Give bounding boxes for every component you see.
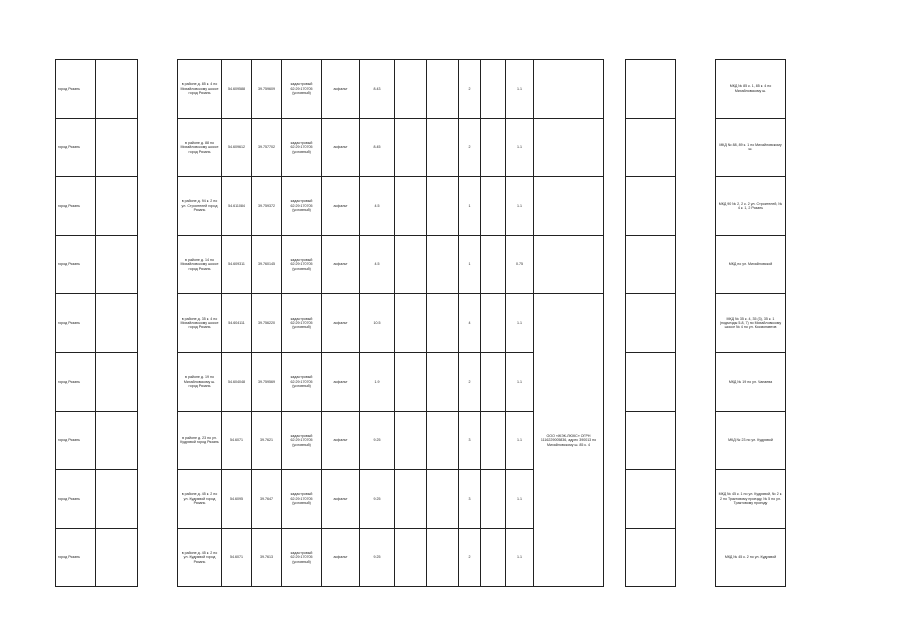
sources-cell: МКД № 35 к. 4, 35 (3), 35 к. 1 (подъезды 5-8, 7) по Михайловскому шоссе № 4 по ул. Космонавтов <box>716 294 786 353</box>
longitude-cell: 39.759372 <box>252 177 282 236</box>
empty-cell <box>626 470 676 529</box>
containers-cell: 3 <box>459 470 481 529</box>
volume-cell: 1.1 <box>506 528 534 587</box>
latitude-cell: 54.604111 <box>222 294 252 353</box>
gap-cell <box>604 118 626 177</box>
empty-cell <box>96 235 138 294</box>
containers-cell: 1 <box>459 235 481 294</box>
volume-cell: 1.1 <box>506 294 534 353</box>
empty-cell <box>427 352 459 411</box>
empty-cell <box>96 470 138 529</box>
site-cell: кадастровый 62:29:170705 (условный) <box>282 118 322 177</box>
area-cell: 9.25 <box>360 470 395 529</box>
gap-cell <box>676 60 716 119</box>
empty-cell <box>427 411 459 470</box>
empty-cell <box>96 528 138 587</box>
gap-cell <box>676 118 716 177</box>
gap-cell <box>138 352 178 411</box>
area-cell: 10.5 <box>360 294 395 353</box>
gap-cell <box>604 528 626 587</box>
owner-cell <box>534 235 604 294</box>
latitude-cell: 54.6071 <box>222 528 252 587</box>
surface-cell: асфальт <box>322 470 360 529</box>
city-cell: город Рязань <box>56 177 96 236</box>
longitude-cell: 39.759609 <box>252 60 282 119</box>
sources-cell: МКД 90 № 2, 2 к. 2 ул. Строителей, № 4 к. 1, 2 Рязань <box>716 177 786 236</box>
empty-cell <box>96 294 138 353</box>
city-cell: город Рязань <box>56 528 96 587</box>
containers-cell: 2 <box>459 352 481 411</box>
empty-cell <box>427 118 459 177</box>
empty-cell <box>481 528 506 587</box>
gap-cell <box>138 118 178 177</box>
empty-cell <box>395 352 427 411</box>
empty-cell <box>481 118 506 177</box>
empty-cell <box>96 60 138 119</box>
sources-cell: МКД № 19 по ул. Чапаева <box>716 352 786 411</box>
empty-cell <box>395 60 427 119</box>
longitude-cell: 39.7621 <box>252 411 282 470</box>
empty-cell <box>427 177 459 236</box>
sources-cell: МКД № 85 к. 1, 85 к. 4 по Михайловскому ш. <box>716 60 786 119</box>
address-cell: в районе д. 45 к. 2 по ул. Кудрявой город Рязань <box>178 528 222 587</box>
sources-cell: МКД № 88, 89 к. 1 по Михайловскому ш. <box>716 118 786 177</box>
latitude-cell: 54.6095 <box>222 470 252 529</box>
containers-cell: 1 <box>459 177 481 236</box>
surface-cell: асфальт <box>322 235 360 294</box>
address-cell: в районе д. 35 к. 4 по Михайловскому шоссе город Рязань <box>178 294 222 353</box>
owner-cell: ООО «ЖЭК-ЛЮКС» ОГРН 1116229005836, адрес 390013 по Михайловскому ш. 85 к. 4 <box>534 294 604 587</box>
empty-cell <box>481 470 506 529</box>
city-cell: город Рязань <box>56 235 96 294</box>
empty-cell <box>481 411 506 470</box>
address-cell: в районе д. 94 к. 2 по ул. Строителей город Рязань <box>178 177 222 236</box>
longitude-cell: 39.760145 <box>252 235 282 294</box>
surface-cell: асфальт <box>322 118 360 177</box>
city-cell: город Рязань <box>56 294 96 353</box>
gap-cell <box>676 528 716 587</box>
containers-cell: 2 <box>459 60 481 119</box>
area-cell: 4.5 <box>360 235 395 294</box>
area-cell: 4.5 <box>360 177 395 236</box>
volume-cell: 0.75 <box>506 235 534 294</box>
empty-cell <box>395 528 427 587</box>
latitude-cell: 54.609311 <box>222 235 252 294</box>
sources-cell: МКД № 45 к. 1 по ул. Кудрявой, № 2 к. 2 по Трактовому проезду, № 5 по ул. Трактовому проезду <box>716 470 786 529</box>
containers-cell: 2 <box>459 528 481 587</box>
empty-cell <box>626 118 676 177</box>
table-row <box>56 177 786 236</box>
owner-cell <box>534 118 604 177</box>
gap-cell <box>676 411 716 470</box>
sources-cell: МКД № 23 по ул. Кудрявой <box>716 411 786 470</box>
gap-cell <box>138 470 178 529</box>
gap-cell <box>676 294 716 353</box>
empty-cell <box>96 118 138 177</box>
longitude-cell: 39.756220 <box>252 294 282 353</box>
empty-cell <box>427 235 459 294</box>
table-row <box>56 235 786 294</box>
empty-cell <box>427 470 459 529</box>
gap-cell <box>138 60 178 119</box>
volume-cell: 1.1 <box>506 177 534 236</box>
empty-cell <box>626 352 676 411</box>
containers-cell: 2 <box>459 118 481 177</box>
sources-cell: МКД по ул. Михайловской <box>716 235 786 294</box>
site-cell: кадастровый 62:29:170705 (условный) <box>282 177 322 236</box>
volume-cell: 1.1 <box>506 411 534 470</box>
gap-cell <box>604 352 626 411</box>
surface-cell: асфальт <box>322 528 360 587</box>
surface-cell: асфальт <box>322 352 360 411</box>
longitude-cell: 39.757702 <box>252 118 282 177</box>
empty-cell <box>481 235 506 294</box>
surface-cell: асфальт <box>322 294 360 353</box>
latitude-cell: 54.604048 <box>222 352 252 411</box>
gap-cell <box>604 294 626 353</box>
gap-cell <box>138 177 178 236</box>
owner-cell <box>534 60 604 119</box>
gap-cell <box>138 294 178 353</box>
site-cell: кадастровый 62:29:170705 (условный) <box>282 528 322 587</box>
address-cell: в районе д. 19 по Михайловскому ш. город Рязань <box>178 352 222 411</box>
longitude-cell: 39.7647 <box>252 470 282 529</box>
table-row <box>56 528 786 587</box>
city-cell: город Рязань <box>56 118 96 177</box>
gap-cell <box>138 235 178 294</box>
latitude-cell: 54.611084 <box>222 177 252 236</box>
site-cell: кадастровый 62:29:170705 (условный) <box>282 60 322 119</box>
empty-cell <box>395 177 427 236</box>
address-cell: в районе д. 14 по Михайловскому шоссе город Рязань <box>178 235 222 294</box>
gap-cell <box>676 352 716 411</box>
longitude-cell: 39.759569 <box>252 352 282 411</box>
empty-cell <box>626 235 676 294</box>
empty-cell <box>481 177 506 236</box>
table-row <box>56 118 786 177</box>
empty-cell <box>96 411 138 470</box>
empty-cell <box>395 294 427 353</box>
empty-cell <box>626 294 676 353</box>
city-cell: город Рязань <box>56 352 96 411</box>
address-cell: в районе д. 88 по Михайловскому шоссе город Рязань <box>178 118 222 177</box>
gap-cell <box>138 411 178 470</box>
table-row <box>56 352 786 411</box>
latitude-cell: 54.609588 <box>222 60 252 119</box>
gap-cell <box>604 470 626 529</box>
site-cell: кадастровый 62:29:170705 (условный) <box>282 470 322 529</box>
table-row <box>56 411 786 470</box>
volume-cell: 1.1 <box>506 118 534 177</box>
register-table <box>55 59 786 587</box>
empty-cell <box>626 177 676 236</box>
table-row <box>56 470 786 529</box>
address-cell: в районе д. 23 по ул. Кудрявой город Рязань <box>178 411 222 470</box>
site-cell: кадастровый 62:29:170705 (условный) <box>282 352 322 411</box>
volume-cell: 1.1 <box>506 60 534 119</box>
area-cell: 8.43 <box>360 60 395 119</box>
gap-cell <box>604 411 626 470</box>
longitude-cell: 39.7613 <box>252 528 282 587</box>
area-cell: 1.9 <box>360 352 395 411</box>
empty-cell <box>395 470 427 529</box>
gap-cell <box>138 528 178 587</box>
volume-cell: 1.1 <box>506 352 534 411</box>
table-row <box>56 60 786 119</box>
surface-cell: асфальт <box>322 177 360 236</box>
site-cell: кадастровый 62:29:170705 (условный) <box>282 294 322 353</box>
sources-cell: МКД № 45 к. 2 по ул. Кудрявой <box>716 528 786 587</box>
surface-cell: асфальт <box>322 411 360 470</box>
gap-cell <box>676 177 716 236</box>
surface-cell: асфальт <box>322 60 360 119</box>
empty-cell <box>626 411 676 470</box>
empty-cell <box>96 352 138 411</box>
gap-cell <box>604 60 626 119</box>
empty-cell <box>96 177 138 236</box>
gap-cell <box>676 235 716 294</box>
address-cell: в районе д. 45 к. 2 по ул. Кудрявой город Рязань <box>178 470 222 529</box>
area-cell: 8.45 <box>360 118 395 177</box>
empty-cell <box>481 294 506 353</box>
site-cell: кадастровый 62:29:170705 (условный) <box>282 235 322 294</box>
empty-cell <box>481 60 506 119</box>
area-cell: 9.25 <box>360 528 395 587</box>
empty-cell <box>395 235 427 294</box>
city-cell: город Рязань <box>56 60 96 119</box>
city-cell: город Рязань <box>56 411 96 470</box>
containers-cell: 4 <box>459 294 481 353</box>
containers-cell: 3 <box>459 411 481 470</box>
empty-cell <box>395 118 427 177</box>
empty-cell <box>626 528 676 587</box>
empty-cell <box>395 411 427 470</box>
gap-cell <box>604 177 626 236</box>
empty-cell <box>427 528 459 587</box>
site-cell: кадастровый 62:29:170705 (условный) <box>282 411 322 470</box>
empty-cell <box>427 60 459 119</box>
latitude-cell: 54.609612 <box>222 118 252 177</box>
empty-cell <box>481 352 506 411</box>
gap-cell <box>676 470 716 529</box>
table-row <box>56 294 786 353</box>
empty-cell <box>626 60 676 119</box>
volume-cell: 1.1 <box>506 470 534 529</box>
gap-cell <box>604 235 626 294</box>
area-cell: 9.25 <box>360 411 395 470</box>
empty-cell <box>427 294 459 353</box>
address-cell: в районе д. 85 к. 4 по Михайловскому шоссе город Рязань <box>178 60 222 119</box>
latitude-cell: 54.6071 <box>222 411 252 470</box>
owner-cell <box>534 177 604 236</box>
city-cell: город Рязань <box>56 470 96 529</box>
